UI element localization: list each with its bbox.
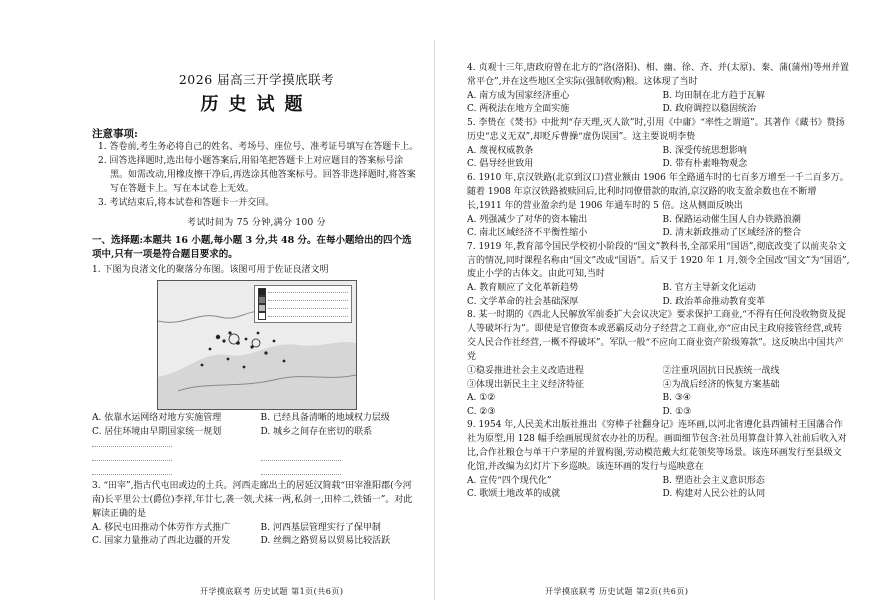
- question-8: [467, 309, 850, 419]
- page-footer: 开学摸底联考 历史试题 第1页(共6页): [200, 587, 344, 596]
- question-stem: 5. 李贽在《焚书》中批判“存天理,灭人欲”时,引用《中庸》“率性之谓道”。其著作《藏书》赞扬历史“忠义无双”,却贬斥曹操“虚伪误国”。这主要说明李贽: [467, 117, 845, 142]
- right-page: [435, 0, 870, 615]
- note-2: 2. 回答选择题时,选出每小题答案后,用铅笔把答题卡上对应题目的答案标号涂黑。如需改动,用橡皮擦干净后,再选涂其他答案标号。回答非选择题时,将答案写在答题卡上。写在本试卷上无效。: [98, 155, 416, 194]
- option-c: C. 南北区域经济不平衡性缩小: [467, 228, 588, 239]
- question-stem: 7. 1919 年,教育部令国民学校初小阶段的“国文”教科书,全部采用“国语”,彻底改变了以前夹杂文言的情况,同时课程名称由“国文”改成“国语”。后又于 1920 年 1 月,领令全国改“国文”为“国语”,废止小学的古体文。由此可知,当时: [467, 241, 850, 280]
- question-5: [467, 117, 850, 172]
- legend-label: [268, 292, 348, 293]
- legend-swatch: [258, 304, 266, 312]
- question-7: [467, 241, 850, 310]
- option-c: C. 两税法在地方全面实施: [467, 104, 570, 115]
- question-stem: 6. 1910 年,京汉铁路(北京到汉口)营业额由 1906 年全路通车时的七百多万增至一千二百多万。随着 1908 年京汉铁路被赎回后,比利时同僚借款的取消,京汉路的收支盈余数也在不断增长,1911 年的营业盈余约是 1906 年通车时的 5 倍。这从侧面反映出: [467, 172, 849, 211]
- option-b: B. ③④: [662, 393, 691, 404]
- option-text: [261, 460, 341, 461]
- notes-heading: 注意事项:: [92, 128, 138, 140]
- answer-options: [92, 522, 421, 549]
- legend-swatch: [258, 312, 266, 320]
- option-b: B. 河西基层管理实行了保甲制: [260, 522, 381, 533]
- option-a: A. 南方成为国家经济重心: [467, 90, 570, 101]
- option-text: [92, 460, 172, 461]
- option-a: A. ①②: [467, 393, 496, 404]
- option-b: B. 已经具备清晰的地域权力层级: [260, 413, 390, 424]
- statement-item: ④为战后经济的恢复方案基础: [662, 379, 780, 390]
- time-line: 考试时间为 75 分钟,满分 100 分: [187, 217, 326, 228]
- note-3: 3. 考试结束后,将本试卷和答题卡一并交回。: [98, 197, 275, 208]
- legend-row: [258, 304, 348, 312]
- option-a: A. 蔑视权威教条: [467, 145, 534, 156]
- question-2: [92, 439, 421, 480]
- option-d: D. 政府调控以稳固统治: [662, 104, 757, 115]
- option-b: B. 官方主导新文化运动: [662, 283, 756, 294]
- answer-options: [467, 214, 850, 241]
- option-b: B. 塑造社会主义意识形态: [662, 475, 765, 486]
- answer-options: [92, 412, 421, 439]
- option-a: A. 教育顺应了文化革新趋势: [467, 283, 579, 294]
- map-legend: [254, 285, 352, 323]
- statement-item: ①稳妥推进社会主义改造进程: [467, 366, 585, 377]
- option-a: A. 宣传“四个现代化”: [467, 475, 552, 486]
- settlement-distribution-map: [157, 280, 357, 410]
- statement-item: ③体现出新民主主义经济特征: [467, 379, 585, 390]
- page-footer: 开学摸底联考 历史试题 第2页(共6页): [545, 587, 689, 596]
- legend-label: [268, 316, 348, 317]
- option-d: D. 城乡之间存在密切的联系: [260, 426, 373, 437]
- exam-title: 2026 届高三开学摸底联考: [178, 72, 335, 87]
- option-d: D. ①③: [662, 406, 692, 417]
- question-9: [467, 419, 850, 502]
- question-stem: 3. “田宰”,指古代屯田或边的土兵。河西走廊出土的居延汉简载“田宰淮阳郡(今河南)长平里公士(爵位)李祥,年廿七,袭一领,犬袜一两,私剑一,田枠二,铁锸一”。对此解读正确的是: [92, 481, 413, 519]
- legend-swatch: [258, 296, 266, 304]
- option-d: D. 清末新政推动了区域经济的整合: [662, 228, 802, 239]
- answer-options: [467, 282, 850, 309]
- legend-swatch: [258, 288, 266, 296]
- statement-item: ②注重巩固抗日民族统一战线: [662, 366, 780, 377]
- subject-title: 历史试题: [200, 94, 313, 115]
- note-1: 1. 答卷前,考生务必将自己的姓名、考场号、座位号、准考证号填写在答题卡上。: [98, 142, 419, 152]
- option-b: B. 深受传统思想影响: [662, 145, 747, 156]
- option-d: D. 构建对人民公社的认同: [662, 489, 766, 500]
- question-stem: 9. 1954 年,人民美术出版社推出《穷棒子社翻身记》连环画,以河北省遵化县西铺村王国藩合作社为原型,用 128 幅手绘画展现贫农办社的历程。画面细节包含:社员用算盘计算入社前后收入对比,合作社粮仓与单干户茅屋的并置构图,劳动模范戴大红花领奖等场景。该连环画发行至县级文化馆,并改编为幻灯片下乡巡映。该连环画的发行与巡映意在: [467, 420, 847, 472]
- answer-options: [92, 453, 421, 480]
- question-3: [92, 480, 421, 549]
- option-a: A. 移民屯田推动个体劳作方式推广: [92, 522, 231, 533]
- option-c: C. 文学革命的社会基础深厚: [467, 296, 579, 307]
- option-a: A. 依靠水运网络对地方实施管理: [92, 413, 222, 424]
- question-4: [467, 62, 850, 117]
- option-d: D. 带有朴素唯物观念: [662, 159, 748, 170]
- option-d: D. 政治革命推动教育变革: [662, 296, 766, 307]
- question-stem-text: [92, 446, 172, 447]
- question-6: [467, 172, 850, 241]
- option-a: A. 列强减少了对华的资本输出: [467, 214, 588, 225]
- question-stem: [92, 439, 421, 453]
- legend-row: [258, 296, 348, 304]
- figure-container: [92, 280, 421, 410]
- option-c: C. 国家力量推动了西北边疆的开发: [92, 536, 231, 547]
- legend-label: [268, 308, 348, 309]
- option-c: C. 居住环境由早期国家统一规划: [92, 426, 222, 437]
- statement-items: [467, 365, 850, 392]
- question-1: [92, 264, 421, 439]
- option-a: [92, 453, 253, 467]
- option-b: [261, 453, 422, 467]
- option-text: [261, 474, 341, 475]
- option-c: C. 歌颂土地改革的成就: [467, 489, 561, 500]
- option-c: C. ②③: [467, 406, 496, 417]
- legend-row: [258, 312, 348, 320]
- option-d: D. 丝绸之路贸易以贸易比较活跃: [260, 536, 391, 547]
- answer-options: [467, 90, 850, 117]
- option-c: [92, 467, 253, 481]
- answer-options: [467, 145, 850, 172]
- legend-row: [258, 288, 348, 296]
- answer-options: [467, 475, 850, 502]
- option-c: C. 倡导经世致用: [467, 159, 534, 170]
- answer-options: [467, 392, 850, 419]
- option-d: [261, 467, 422, 481]
- question-stem: 1. 下图为良渚文化的聚落分布图。该图可用于佐证良渚文明: [92, 265, 329, 276]
- legend-label: [268, 300, 348, 301]
- question-stem: 4. 贞观十三年,唐政府曾在北方的“洛(洛阳)、相、幽、徐、齐、并(太原)、秦、蒲(蒲州)等州并置常平仓”,并在这些地区全实际(强制收购)粮。这体现了当时: [467, 63, 849, 87]
- question-stem: 8. 某一时期的《西北人民解放军前委扩大会议决定》要求保护工商业,“不得有任何没收物资及捉人等破坏行为”。即使是官僚资本或恶霸反动分子经营之工商业,亦“应由民主政府接管经营,或转交人民合作社经营,一概不得破坏”。军队一般“不应向工商业资产阶级筹款”。这反映出中国共产党: [467, 310, 846, 363]
- option-b: B. 保路运动催生国人自办铁路浪潮: [662, 214, 801, 225]
- option-b: B. 均田制在北方趋于瓦解: [662, 90, 765, 101]
- section-heading: 一、选择题:本题共 16 小题,每小题 3 分,共 48 分。在每小题给出的四个选项中,只有一项是符合题目要求的。: [92, 234, 412, 260]
- option-text: [92, 474, 172, 475]
